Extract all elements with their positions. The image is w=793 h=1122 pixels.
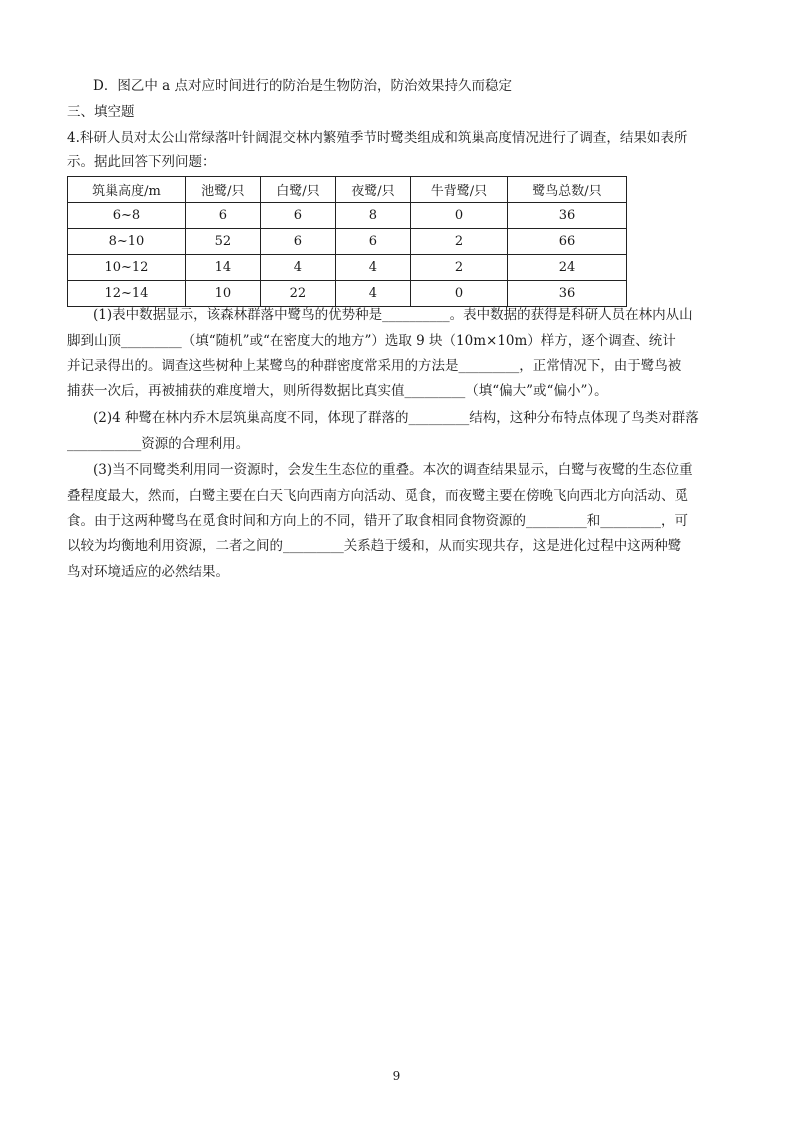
option-d: D．图乙中 a 点对应时间进行的防治是生物防治，防治效果持久而稳定 [93,78,512,94]
table-header-row [68,177,627,203]
table-cell: 24 [507,255,626,281]
part1-line-2: 脚到山顶_________（填“随机”或“在密度大的地方”）选取 9 块（10m×10m）样方，逐个调查、统计 [67,333,676,349]
table-cell: 2 [410,255,507,281]
table-cell: 0 [410,203,507,229]
part3-line-5: 鸟对环境适应的必然结果。 [67,564,229,580]
table-header: 夜鹭/只 [335,177,410,203]
table-cell: 36 [507,281,626,307]
page-number: 9 [392,1069,401,1083]
table-cell: 66 [507,229,626,255]
table-cell: 4 [335,281,410,307]
part1-line-3: 并记录得出的。调查这些树种上某鹭鸟的种群密度常采用的方法是_________，正常情况下，由于鹭鸟被 [67,358,682,374]
table-header: 筑巢高度/m [68,177,186,203]
table-cell: 14 [185,255,260,281]
table-header: 白鹭/只 [260,177,335,203]
table-cell: 36 [507,203,626,229]
table-cell: 52 [185,229,260,255]
table-cell: 10 [185,281,260,307]
table-cell: 4 [335,255,410,281]
table-cell: 6 [185,203,260,229]
table-cell: 12~14 [68,281,186,307]
part3-line-4: 以较为均衡地利用资源，二者之间的_________关系趋于缓和，从而实现共存，这是进化过程中这两种鹭 [67,538,682,554]
table-header: 鹭鸟总数/只 [507,177,626,203]
part2-line-1: (2)4 种鹭在林内乔木层筑巢高度不同，体现了群落的_________结构，这种分布特点体现了鸟类对群落 [93,410,699,426]
table-cell: 6 [335,229,410,255]
table-cell: 2 [410,229,507,255]
part2-line-2: ___________资源的合理利用。 [67,436,250,452]
question-stem-line-2: 示。据此回答下列问题： [67,154,216,170]
table-row [68,229,627,255]
question-stem-line-1: 4.科研人员对太公山常绿落叶针阔混交林内繁殖季节时鹭类组成和筑巢高度情况进行了调查，结果如表所 [67,130,688,146]
table-row [68,203,627,229]
table-header: 牛背鹭/只 [410,177,507,203]
table-cell: 10~12 [68,255,186,281]
table-cell: 8 [335,203,410,229]
table-cell: 22 [260,281,335,307]
part3-line-1: (3)当不同鹭类利用同一资源时，会发生生态位的重叠。本次的调查结果显示，白鹭与夜鹭的生态位重 [93,462,693,478]
part1-line-1: (1)表中数据显示，该森林群落中鹭鸟的优势种是__________。表中数据的获得是科研人员在林内从山 [93,307,693,323]
table-row [68,255,627,281]
table-cell: 4 [260,255,335,281]
table-cell: 6~8 [68,203,186,229]
table-cell: 0 [410,281,507,307]
table-header: 池鹭/只 [185,177,260,203]
table-cell: 8~10 [68,229,186,255]
section-heading: 三、填空题 [67,104,135,120]
part1-line-4: 捕获一次后，再被捕获的难度增大，则所得数据比真实值_________（填“偏大”或“偏小”）。 [67,383,608,399]
heron-nest-table [67,176,627,307]
part3-line-3: 食。由于这两种鹭鸟在觅食时间和方向上的不同，错开了取食相同食物资源的_________和_________，可 [67,513,688,529]
table-row [68,281,627,307]
part3-line-2: 叠程度最大，然而，白鹭主要在白天飞向西南方向活动、觅食，而夜鹭主要在傍晚飞向西北方向活动、觅 [67,488,688,504]
table-cell: 6 [260,203,335,229]
table-cell: 6 [260,229,335,255]
